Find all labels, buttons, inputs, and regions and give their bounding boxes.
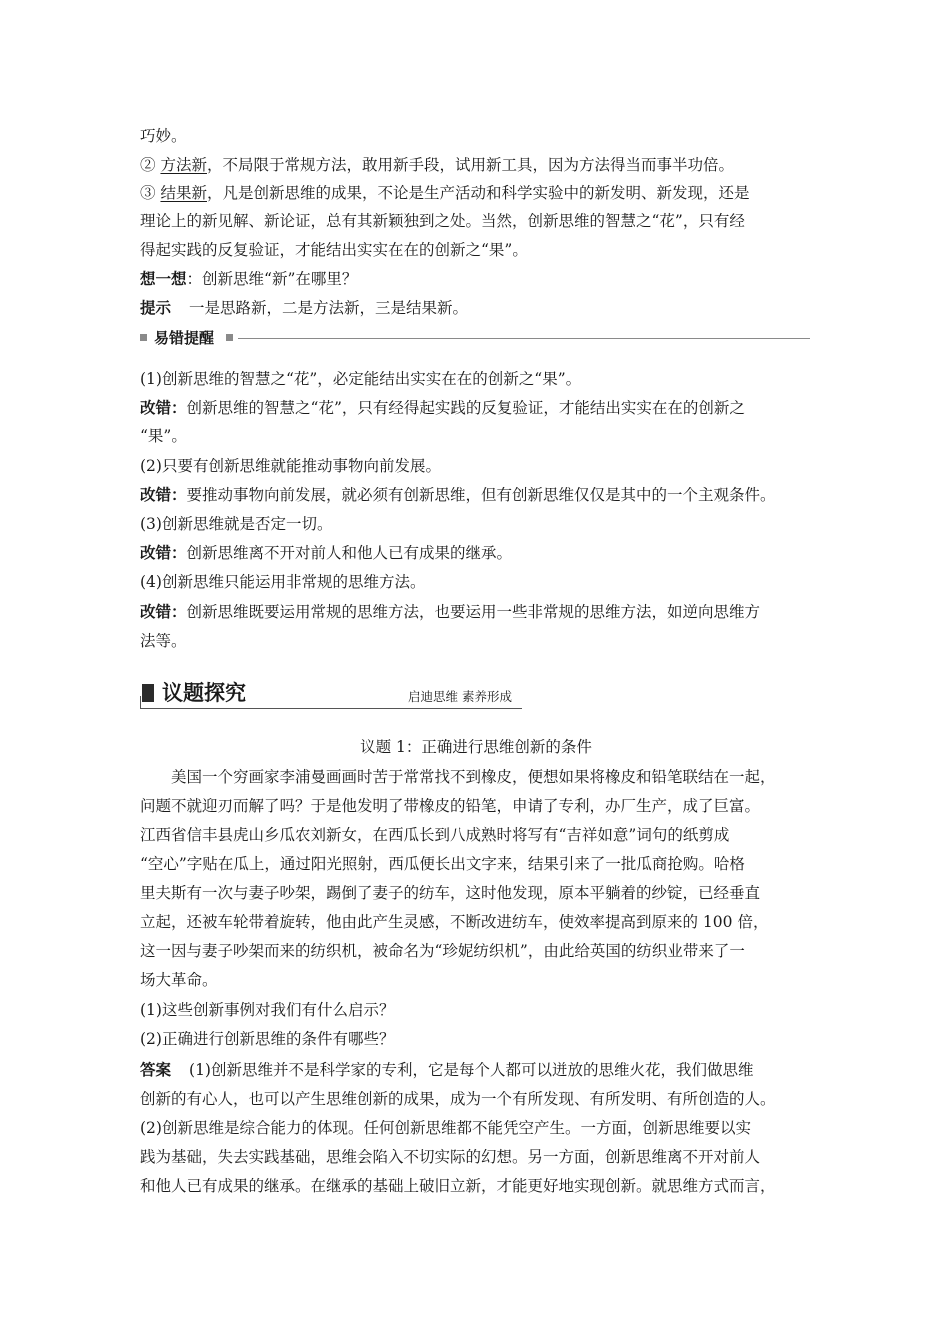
answer-line <box>140 1059 753 1081</box>
question-line: (2)正确进行创新思维的条件有哪些？ <box>140 1030 395 1048</box>
correction-text: 创新思维离不开对前人和他人已有成果的继承。 <box>186 544 513 562</box>
keyword-result-new: 结果新 <box>160 184 207 202</box>
point-method-new <box>140 154 734 176</box>
hint-text: 一是思路新，二是方法新，三是结果新。 <box>189 299 469 317</box>
square-icon <box>226 334 233 341</box>
correction-line <box>140 601 760 623</box>
answer-line: 践为基础，失去实践基础，思维会陷入不切实际的幻想。另一方面，创新思维离不开对前人 <box>140 1148 761 1166</box>
correction-line <box>140 397 745 419</box>
square-icon <box>140 334 147 341</box>
correction-text-cont: 法等。 <box>140 632 187 650</box>
correction-line <box>140 542 512 564</box>
question-line: (1)这些创新事例对我们有什么启示？ <box>140 1001 395 1019</box>
correction-label: 改错： <box>140 543 187 562</box>
hint-line <box>140 297 468 319</box>
circled-number: ③ <box>140 184 156 202</box>
answer-line: 和他人已有成果的继承。在继承的基础上破旧立新，才能更好地实现创新。就思维方式而言， <box>140 1177 776 1195</box>
correction-text: 创新思维既要运用常规的思维方法，也要运用一些非常规的思维方法，如逆向思维方 <box>186 603 761 621</box>
story-line: 美国一个穷画家李浦曼画画时苦于常常找不到橡皮，便想如果将橡皮和铅笔联结在一起， <box>171 768 776 786</box>
paragraph-line: 理论上的新见解、新论证，总有其新颖独到之处。当然，创新思维的智慧之“花”，只有经 <box>140 212 745 230</box>
think-question <box>140 268 357 290</box>
answer-line: (2)创新思维是综合能力的体现。任何创新思维都不能凭空产生。一方面，创新思维要以实 <box>140 1119 751 1137</box>
mistake-question: (1)创新思维的智慧之“花”，必定能结出实实在在的创新之“果”。 <box>140 370 582 388</box>
paragraph-line: 巧妙。 <box>140 127 187 145</box>
section-title: 议题探究 <box>162 681 246 705</box>
mistake-header-title: 易错提醒 <box>154 329 215 347</box>
story-line: 问题不就迎刃而解了吗？于是他发明了带橡皮的铅笔，申请了专利，办厂生产，成了巨富。 <box>140 797 761 815</box>
story-line: 里夫斯有一次与妻子吵架，踢倒了妻子的纺车，这时他发现，原本平躺着的纱锭，已经垂直 <box>140 884 761 902</box>
mistake-question: (3)创新思维就是否定一切。 <box>140 515 333 533</box>
mistake-question: (4)创新思维只能运用非常规的思维方法。 <box>140 573 426 591</box>
hint-label: 提示 <box>140 298 172 317</box>
story-line: 这一因与妻子吵架而来的纺织机，被命名为“珍妮纺织机”，由此给英国的纺织业带来了一 <box>140 942 745 960</box>
topic-title: 议题 1：正确进行思维创新的条件 <box>360 738 592 756</box>
divider <box>238 338 810 339</box>
point-text: ，凡是创新思维的成果，不论是生产活动和科学实验中的新发明、新发现，还是 <box>206 184 750 202</box>
section-header <box>140 680 540 712</box>
answer-text: (1)创新思维并不是科学家的专利，它是每个人都可以迸放的思维火花，我们做思维 <box>189 1061 754 1079</box>
keyword-method-new: 方法新 <box>160 156 207 174</box>
think-label: 想一想 <box>140 269 187 288</box>
answer-line: 创新的有心人，也可以产生思维创新的成果，成为一个有所发现、有所发明、有所创造的人。 <box>140 1090 776 1108</box>
circled-number: ② <box>140 156 156 174</box>
correction-label: 改错： <box>140 485 187 504</box>
paragraph-line: 得起实践的反复验证，才能结出实实在在的创新之“果”。 <box>140 241 528 259</box>
story-line: 江西省信丰县虎山乡瓜农刘新女，在西瓜长到八成熟时将写有“吉祥如意”词句的纸剪成 <box>140 826 730 844</box>
section-subtitle: 启迪思维 素养形成 <box>408 689 512 704</box>
think-text: ：创新思维“新”在哪里？ <box>186 270 358 288</box>
bar-icon <box>142 684 154 702</box>
mistake-reminder-header <box>140 328 812 350</box>
correction-label: 改错： <box>140 602 187 621</box>
answer-label: 答案 <box>140 1060 172 1079</box>
point-text: ，不局限于常规方法，敢用新手段，试用新工具，因为方法得当而事半功倍。 <box>206 156 734 174</box>
story-line: 场大革命。 <box>140 971 218 989</box>
story-line: “空心”字贴在瓜上，通过阳光照射，西瓜便长出文字来，结果引来了一批瓜商抢购。哈格 <box>140 855 745 873</box>
correction-text-cont: “果”。 <box>140 427 187 445</box>
correction-text: 要推动事物向前发展，就必须有创新思维，但有创新思维仅仅是其中的一个主观条件。 <box>186 486 776 504</box>
story-line: 立起，还被车轮带着旋转，他由此产生灵感，不断改进纺车，使效率提高到原来的 100 倍， <box>140 913 769 931</box>
correction-label: 改错： <box>140 398 187 417</box>
section-underline <box>146 708 522 709</box>
correction-text: 创新思维的智慧之“花”，只有经得起实践的反复验证，才能结出实实在在的创新之 <box>186 399 745 417</box>
point-result-new <box>140 182 749 204</box>
correction-line <box>140 484 776 506</box>
mistake-question: (2)只要有创新思维就能推动事物向前发展。 <box>140 457 441 475</box>
